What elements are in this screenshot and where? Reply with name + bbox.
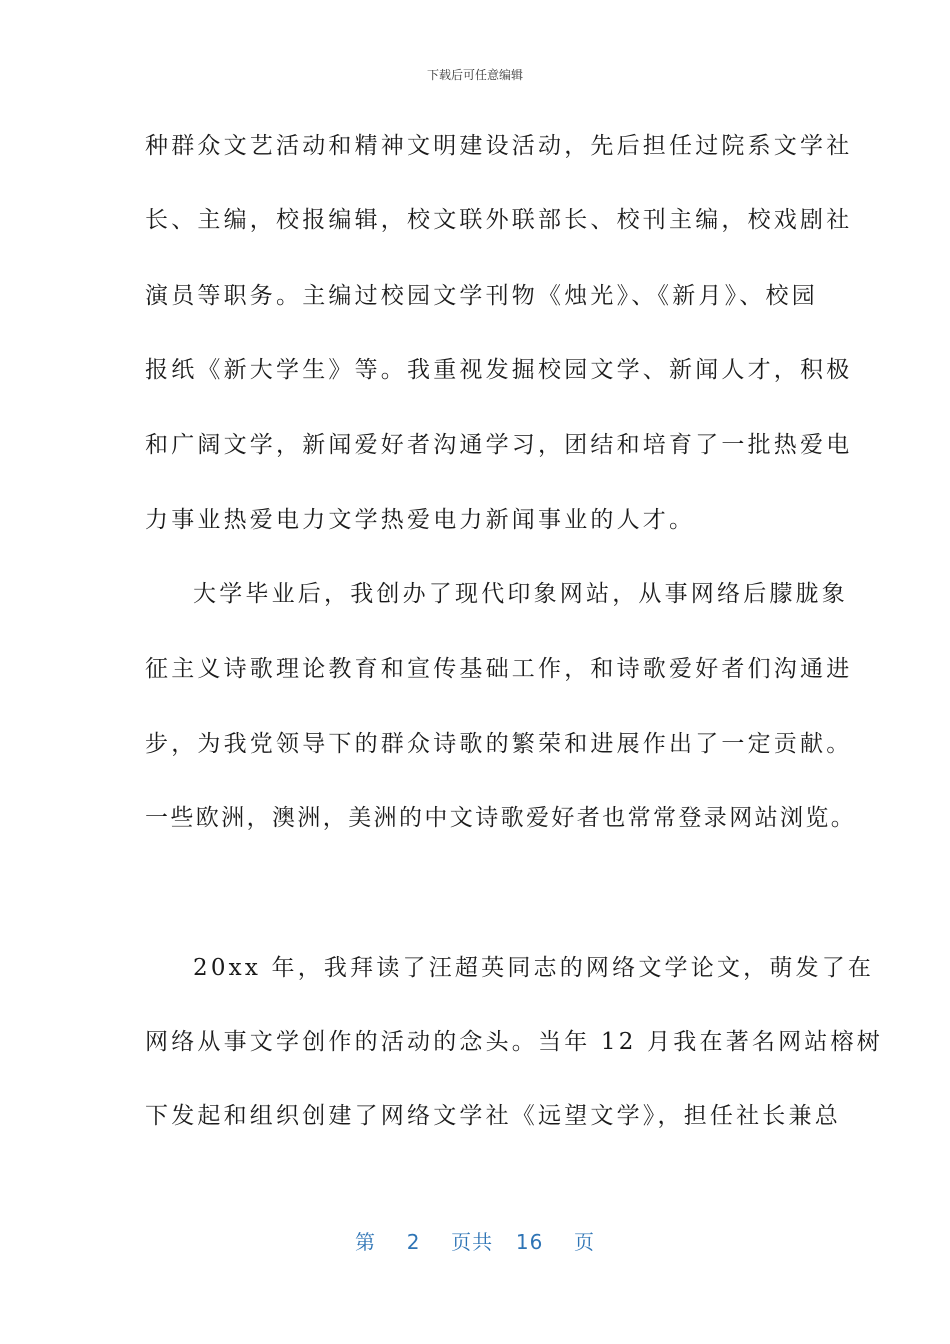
current-page-number: 2 [406, 1230, 421, 1254]
paragraph-line: 种群众文艺活动和精神文明建设活动，先后担任过院系文学社 [145, 133, 853, 159]
paragraph-line: 征主义诗歌理论教育和宣传基础工作，和诗歌爱好者们沟通进 [145, 656, 853, 682]
page-footer [0, 1226, 950, 1255]
paragraph-line: 和广阔文学，新闻爱好者沟通学习，团结和培育了一批热爱电 [145, 432, 853, 458]
footer-prefix: 第 [354, 1230, 376, 1254]
paragraph-line: 20xx 年，我拜读了汪超英同志的网络文学论文，萌发了在 [193, 955, 875, 981]
paragraph-line: 步，为我党领导下的群众诗歌的繁荣和进展作出了一定贡献。 [145, 731, 853, 757]
paragraph-line: 下发起和组织创建了网络文学社《远望文学》，担任社长兼总 [145, 1103, 841, 1129]
paragraph-line: 演员等职务。主编过校园文学刊物《烛光》、《新月》、校园 [145, 283, 818, 309]
page-header: 下载后可任意编辑 [426, 68, 523, 82]
footer-suffix: 页 [574, 1230, 596, 1254]
total-pages-number: 16 [515, 1230, 544, 1254]
paragraph-line: 网络从事文学创作的活动的念头。当年 12 月我在著名网站榕树 [145, 1029, 883, 1055]
paragraph-line: 报纸《新大学生》等。我重视发掘校园文学、新闻人才，积极 [145, 357, 853, 383]
paragraph-line: 力事业热爱电力文学热爱电力新闻事业的人才。 [145, 507, 696, 533]
footer-middle: 页共 [451, 1230, 494, 1254]
paragraph-line: 大学毕业后，我创办了现代印象网站，从事网络后朦胧象 [193, 581, 848, 607]
paragraph-line: 一些欧洲，澳洲，美洲的中文诗歌爱好者也常常登录网站浏览。 [145, 805, 857, 831]
paragraph-line: 长、主编，校报编辑，校文联外联部长、校刊主编，校戏剧社 [145, 207, 853, 233]
